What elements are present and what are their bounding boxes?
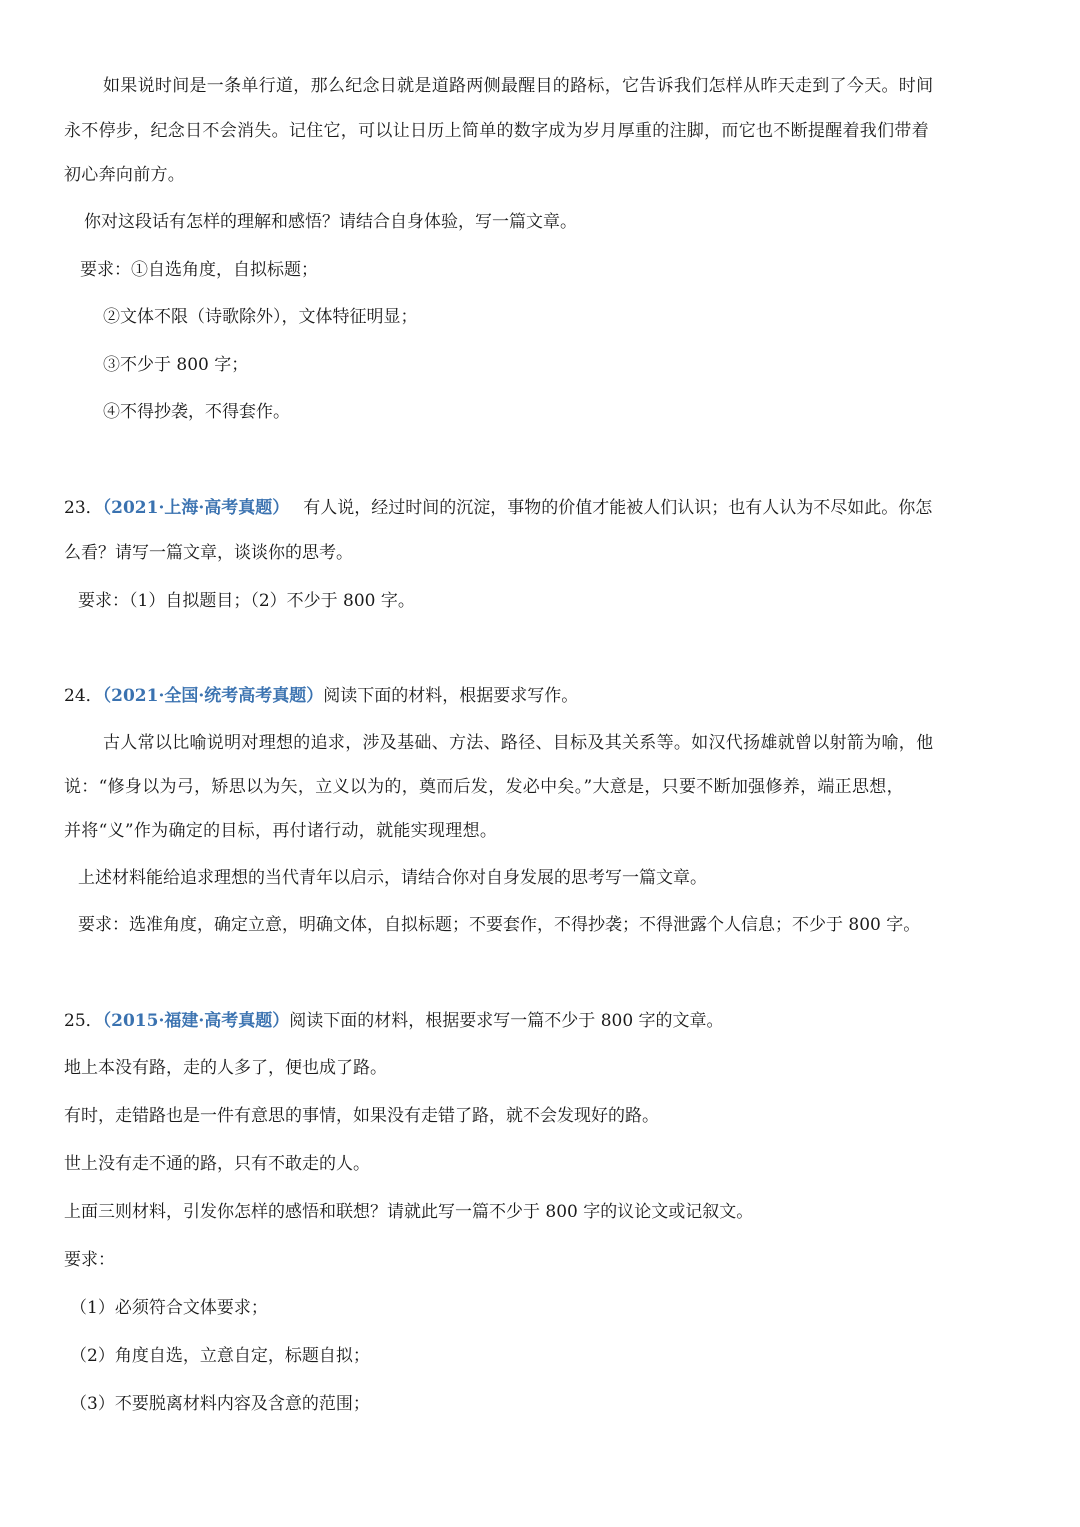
q24-prompt: 上述材料能给追求理想的当代青年以启示，请结合你对自身发展的思考写一篇文章。 [78, 868, 707, 888]
q24-header [64, 684, 578, 708]
q22-requirement-intro: 要求：①自选角度，自拟标题； [80, 260, 318, 280]
q23-number: 23． [64, 498, 103, 518]
q22-requirement-4: ④不得抄袭，不得套作。 [103, 402, 290, 422]
q24-number: 24． [64, 686, 103, 706]
q23-text-line-1: 有人说，经过时间的沉淀，事物的价值才能被人们认识；也有人认为不尽如此。你怎 [303, 498, 933, 518]
q22-material-line-3: 初心奔向前方。 [64, 165, 186, 185]
q25-prompt: 上面三则材料，引发你怎样的感悟和联想？请就此写一篇不少于 800 字的议论文或记叙文。 [64, 1202, 754, 1222]
q22-prompt: 你对这段话有怎样的理解和感悟？请结合自身体验，写一篇文章。 [84, 212, 577, 232]
q22-material-line-2: 永不停步，纪念日不会消失。记住它，可以让日历上简单的数字成为岁月厚重的注脚，而它也不断提醒着我们带着 [64, 121, 929, 141]
q23-source-tag: （2021·上海·高考真题） [102, 498, 290, 518]
q24-material-line-2: 说：“修身以为弓，矫思以为矢，立义以为的，奠而后发，发必中矣。”大意是，只要不断加强修养，端正思想， [64, 777, 904, 797]
q23-header [64, 496, 932, 520]
q24-requirement: 要求：选准角度，确定立意，明确文体，自拟标题；不要套作，不得抄袭；不得泄露个人信息；不少于 800 字。 [78, 915, 921, 935]
q25-header [64, 1009, 724, 1033]
q24-material-line-1: 古人常以比喻说明对理想的追求，涉及基础、方法、路径、目标及其关系等。如汉代扬雄就曾以射箭为喻，他 [103, 733, 934, 753]
q25-requirement-label: 要求： [64, 1250, 115, 1270]
q23-requirement: 要求：（1）自拟题目；（2）不少于 800 字。 [78, 591, 415, 611]
q24-source-tag: （2021·全国·统考高考真题） [102, 686, 324, 706]
q25-intro: 阅读下面的材料，根据要求写一篇不少于 800 字的文章。 [289, 1011, 724, 1031]
q22-requirement-3: ③不少于 800 字； [103, 355, 249, 375]
q25-material-2: 有时，走错路也是一件有意思的事情，如果没有走错了路，就不会发现好的路。 [64, 1106, 659, 1126]
q22-requirement-2: ②文体不限（诗歌除外），文体特征明显； [103, 307, 418, 327]
q25-material-3: 世上没有走不通的路，只有不敢走的人。 [64, 1154, 370, 1174]
q23-text-line-2: 么看？请写一篇文章，谈谈你的思考。 [64, 543, 353, 563]
q25-requirement-2: （2）角度自选，立意自定，标题自拟； [70, 1346, 370, 1366]
q24-intro: 阅读下面的材料，根据要求写作。 [323, 686, 579, 706]
q25-number: 25． [64, 1011, 103, 1031]
q22-material-line-1: 如果说时间是一条单行道，那么纪念日就是道路两侧最醒目的路标，它告诉我们怎样从昨天走到了今天。时间 [103, 76, 934, 96]
q25-material-1: 地上本没有路，走的人多了，便也成了路。 [64, 1058, 387, 1078]
q24-material-line-3: 并将“义”作为确定的目标，再付诸行动，就能实现理想。 [64, 821, 498, 841]
q25-requirement-1: （1）必须符合文体要求； [70, 1298, 268, 1318]
q25-source-tag: （2015·福建·高考真题） [102, 1011, 290, 1031]
q25-requirement-3: （3）不要脱离材料内容及含意的范围； [70, 1394, 370, 1414]
